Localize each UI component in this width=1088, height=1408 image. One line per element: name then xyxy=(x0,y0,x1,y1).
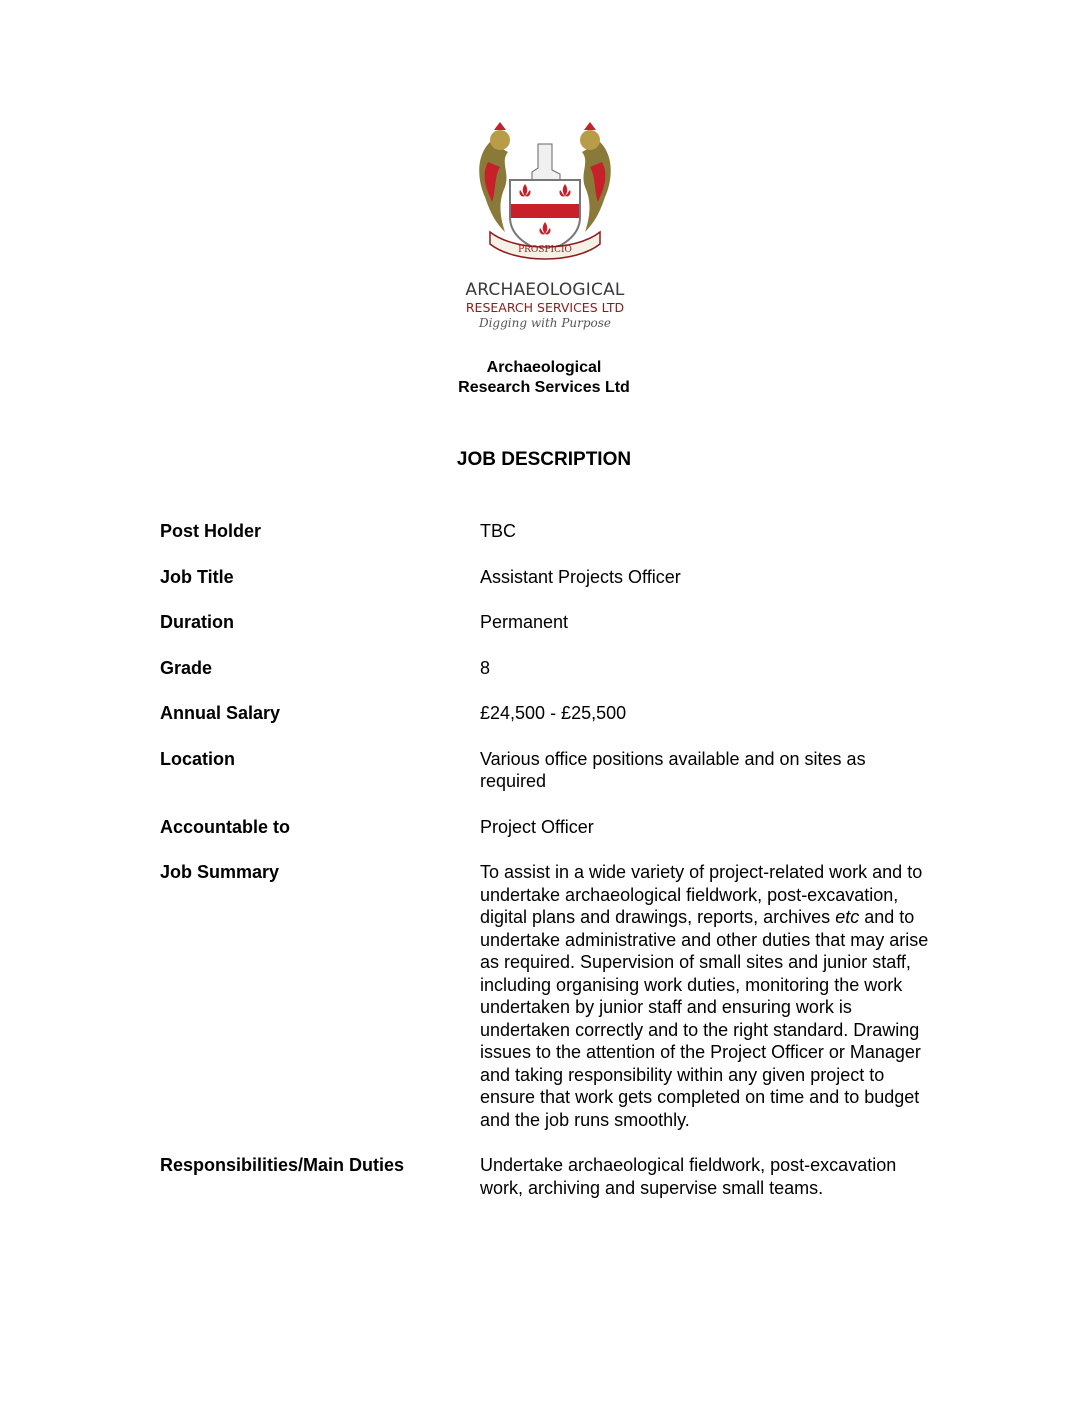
company-name-line1: Archaeological xyxy=(486,359,602,376)
row-value: Undertake archaeological fieldwork, post-excavation work, archiving and supervise small teams. xyxy=(480,1155,897,1198)
row-responsibilities xyxy=(160,1154,940,1199)
row-value xyxy=(480,861,930,1131)
row-label: Job Title xyxy=(160,566,234,587)
row-label: Location xyxy=(160,748,235,769)
job-details-table xyxy=(160,520,940,1222)
logo-wordmark-line2: RESEARCH SERVICES LTD xyxy=(465,300,625,315)
company-name xyxy=(394,358,694,398)
row-value: Assistant Projects Officer xyxy=(480,566,681,587)
company-crest-logo xyxy=(470,122,620,262)
row-annual-salary xyxy=(160,702,940,725)
row-value: Permanent xyxy=(480,612,569,632)
row-duration xyxy=(160,611,940,634)
row-value: £24,500 - £25,500 xyxy=(480,703,627,723)
company-name-line2: Research Services Ltd xyxy=(458,379,630,396)
row-label: Grade xyxy=(160,657,213,678)
row-job-summary xyxy=(160,861,940,1131)
row-post-holder xyxy=(160,520,940,543)
row-value: 8 xyxy=(480,657,491,678)
row-label: Post Holder xyxy=(160,521,262,541)
document-title: JOB DESCRIPTION xyxy=(456,449,632,470)
row-location xyxy=(160,748,940,793)
summary-part-etc: etc xyxy=(835,907,860,927)
row-label: Responsibilities/Main Duties xyxy=(160,1155,405,1175)
logo-wordmark xyxy=(440,280,650,331)
row-label: Annual Salary xyxy=(160,703,281,723)
row-value: TBC xyxy=(480,521,516,541)
row-value: Various office positions available and on sites as required xyxy=(480,748,866,791)
row-value: Project Officer xyxy=(480,816,594,837)
logo-motto: PROSPICIO xyxy=(518,245,572,255)
row-grade xyxy=(160,657,940,680)
row-label: Accountable to xyxy=(160,816,291,837)
row-label: Duration xyxy=(160,612,234,632)
row-job-title xyxy=(160,566,940,589)
row-accountable-to xyxy=(160,816,940,839)
summary-part-1: To assist in a wide variety of project-related work and to undertake archaeological fieldwork, post-excavation, digital plans and drawings, reports, archives xyxy=(480,862,923,927)
logo-wordmark-line1: ARCHAEOLOGICAL xyxy=(465,280,625,300)
summary-part-2: and to undertake administrative and other duties that may arise as required. Supervision of small sites and junior staff, including organising work duties, monitoring the work undertaken by junior staff and ensuring work is undertaken correctly and to the right standard. Drawing issues to the attention of the Project Officer or Manager and taking responsibility within any given project to ensure that work gets completed on time and to budget and the job runs smoothly. xyxy=(480,907,929,1130)
row-label: Job Summary xyxy=(160,862,280,882)
logo-tagline: Digging with Purpose xyxy=(478,316,612,330)
